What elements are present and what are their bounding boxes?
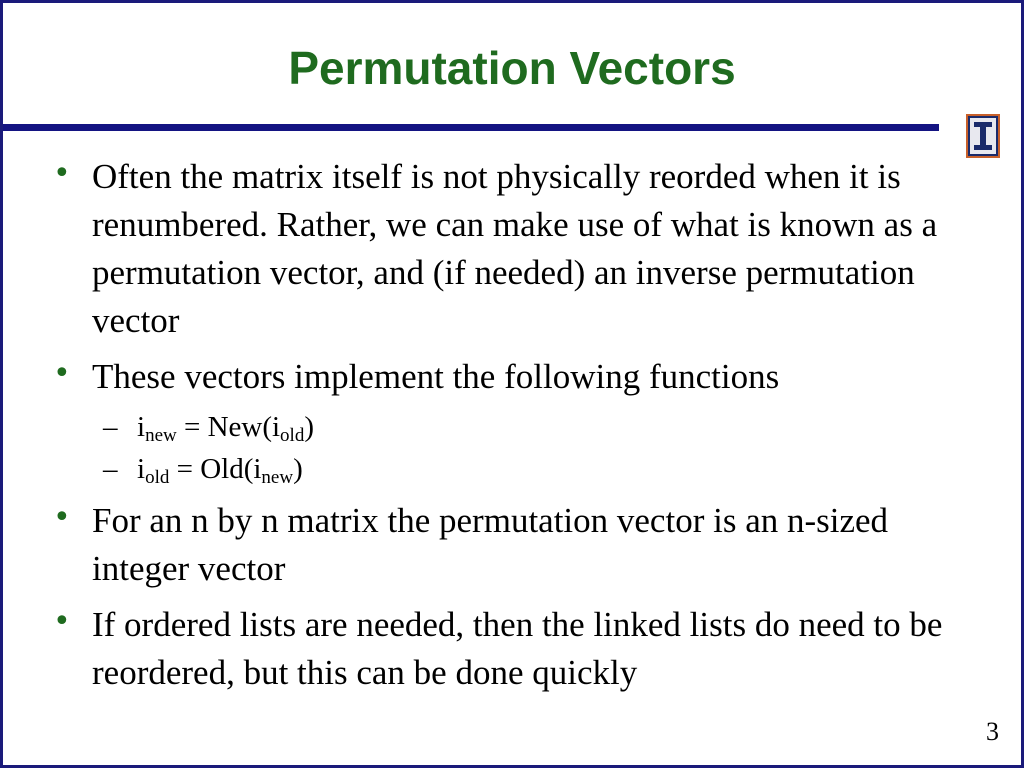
sub-item — [53, 403, 953, 451]
bullet-item — [53, 601, 953, 697]
formula-lhs: i — [137, 453, 146, 485]
bullet-text: These vectors implement the following functions — [92, 357, 780, 396]
bullet-text: If ordered lists are needed, then the linked lists do need to be reordered, but this can be done quickly — [92, 605, 943, 692]
formula-arg-subscript: old — [280, 425, 305, 446]
sub-item — [53, 445, 953, 493]
bullet-dot-icon: • — [53, 356, 71, 391]
bullet-item — [53, 497, 953, 593]
formula-lhs-subscript: new — [145, 425, 177, 446]
university-block-i-logo-icon — [966, 114, 1000, 158]
sub-dash: – — [103, 453, 118, 485]
bullet-text: For an n by n matrix the permutation vector is an n-sized integer vector — [92, 501, 889, 588]
formula-lhs-subscript: old — [145, 467, 170, 488]
bullet-dot-icon: • — [53, 500, 71, 535]
formula-rhs: = New(i — [176, 411, 281, 443]
formula-rhs: = Old(i — [169, 453, 262, 485]
bullet-list — [53, 153, 953, 705]
bullet-dot-icon: • — [53, 156, 71, 191]
bullet-item — [53, 153, 953, 345]
bullet-text: Often the matrix itself is not physically reorded when it is renumbered. Rather, we can make use of what is known as a permutation vector, and (if needed) an inverse permutation vector — [92, 157, 938, 340]
bullet-item — [53, 353, 953, 401]
formula-close: ) — [293, 453, 303, 485]
page-number: 3 — [986, 717, 999, 746]
sub-dash: – — [103, 411, 118, 443]
title-divider — [3, 124, 939, 131]
formula-arg-subscript: new — [261, 467, 294, 488]
formula-close: ) — [304, 411, 314, 443]
bullet-dot-icon: • — [53, 604, 71, 639]
formula-lhs: i — [137, 411, 146, 443]
slide-title: Permutation Vectors — [288, 42, 736, 94]
